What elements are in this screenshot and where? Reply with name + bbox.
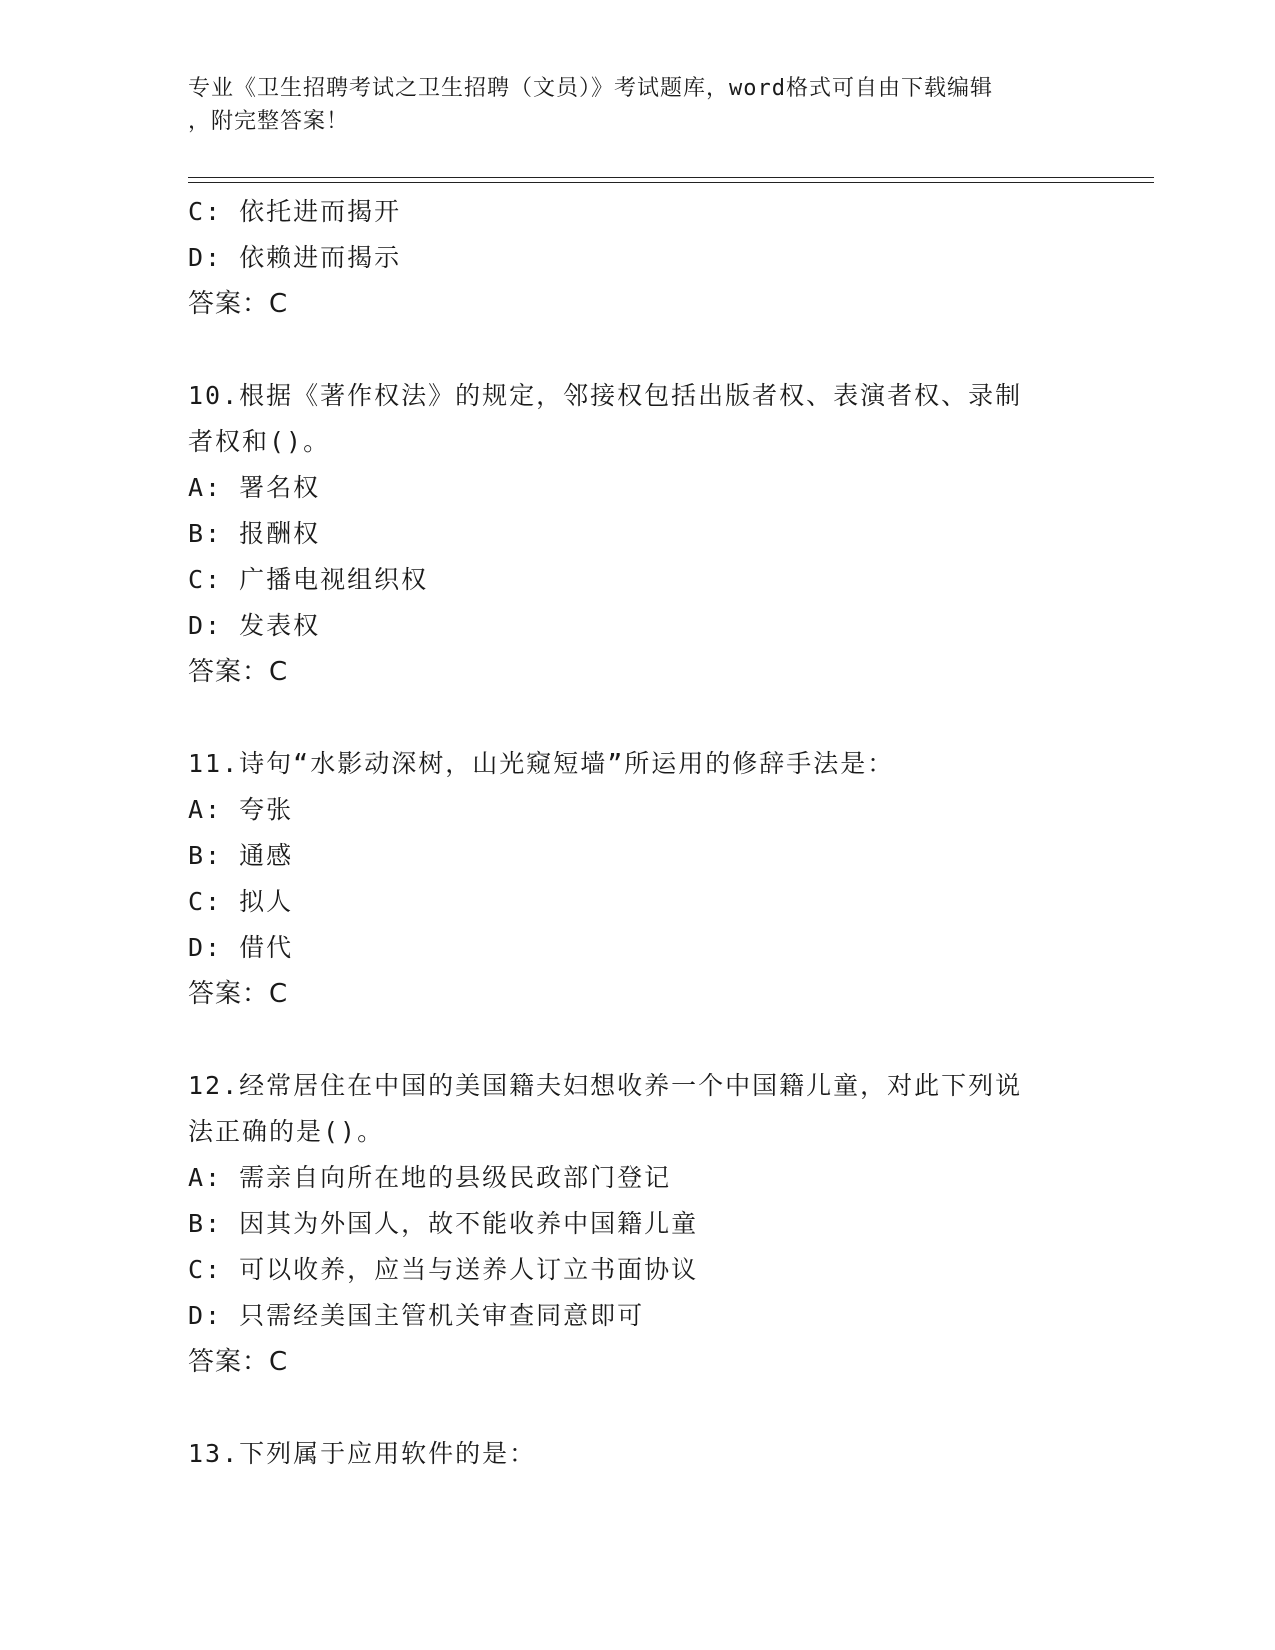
option-d: D: 只需经美国主管机关审查同意即可 (188, 1301, 645, 1330)
question-stem: 10.根据《著作权法》的规定，邻接权包括出版者权、表演者权、录制 (188, 381, 1023, 410)
question-11 (188, 741, 1088, 1017)
option-c: C: 依托进而揭开 (188, 197, 402, 226)
spacer (188, 327, 1088, 373)
option-b: B: 因其为外国人，故不能收养中国籍儿童 (188, 1209, 699, 1238)
question-stem: 13.下列属于应用软件的是： (188, 1439, 537, 1468)
option-b: B: 报酬权 (188, 519, 321, 548)
header-divider-bottom (188, 182, 1154, 183)
question-9-tail (188, 189, 1088, 327)
question-stem: 11.诗句“水影动深树，山光窥短墙”所运用的修辞手法是： (188, 749, 895, 778)
option-d: D: 依赖进而揭示 (188, 243, 402, 272)
header-line-2: ，附完整答案！ (188, 109, 350, 134)
option-c: C: 可以收养，应当与送养人订立书面协议 (188, 1255, 699, 1284)
option-c: C: 广播电视组织权 (188, 565, 429, 594)
question-stem: 12.经常居住在中国的美国籍夫妇想收养一个中国籍儿童，对此下列说 (188, 1071, 1023, 1100)
answer-line: 答案：C (188, 979, 289, 1009)
answer-line: 答案：C (188, 657, 289, 687)
question-12 (188, 1063, 1088, 1385)
header-divider-top (188, 177, 1154, 178)
option-c: C: 拟人 (188, 887, 294, 916)
option-a: A: 夸张 (188, 795, 294, 824)
option-a: A: 署名权 (188, 473, 321, 502)
question-list (188, 189, 1088, 1477)
question-stem-continued: 者权和()。 (188, 427, 331, 456)
option-d: D: 借代 (188, 933, 294, 962)
option-b: B: 通感 (188, 841, 294, 870)
spacer (188, 1017, 1088, 1063)
spacer (188, 695, 1088, 741)
question-13 (188, 1431, 1088, 1477)
spacer (188, 1385, 1088, 1431)
answer-line: 答案：C (188, 1347, 289, 1377)
header-line-1: 专业《卫生招聘考试之卫生招聘（文员）》考试题库，word格式可自由下载编辑 (188, 76, 993, 101)
option-d: D: 发表权 (188, 611, 321, 640)
answer-line: 答案：C (188, 289, 289, 319)
question-stem-continued: 法正确的是()。 (188, 1117, 385, 1146)
document-header (188, 72, 1068, 138)
question-10 (188, 373, 1088, 695)
option-a: A: 需亲自向所在地的县级民政部门登记 (188, 1163, 672, 1192)
